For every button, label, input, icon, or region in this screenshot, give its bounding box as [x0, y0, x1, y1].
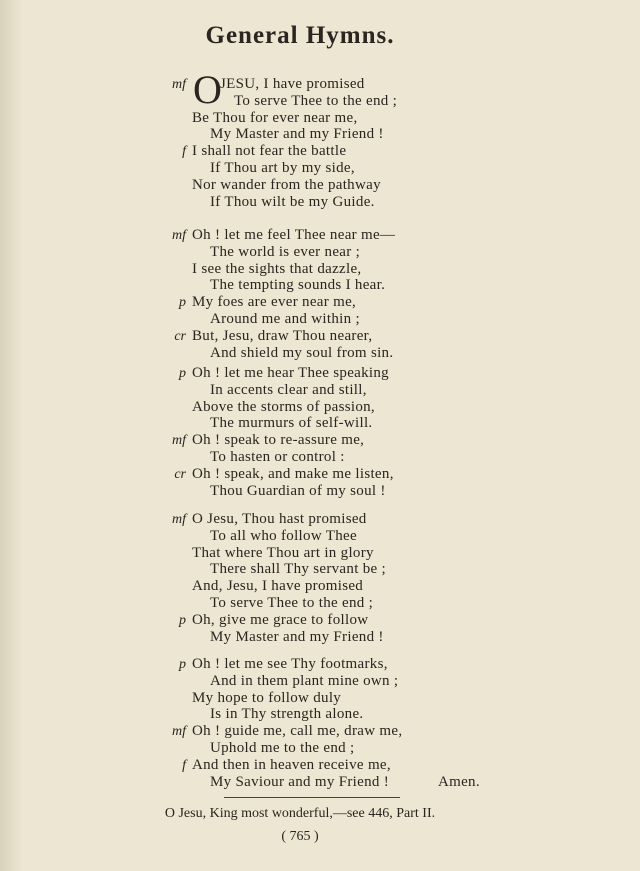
- hymn-line: The murmurs of self-will.: [210, 415, 373, 431]
- hymn-line: My Master and my Friend !: [210, 629, 384, 645]
- hymn-line: Uphold me to the end ;: [210, 740, 355, 756]
- hymn-line: If Thou art by my side,: [210, 160, 355, 176]
- hymn-line: Oh ! let me see Thy footmarks,: [192, 656, 388, 672]
- dynamic-marking: f: [182, 144, 186, 159]
- dynamic-marking: mf: [172, 433, 186, 448]
- hymn-line: The tempting sounds I hear.: [210, 277, 386, 293]
- hymn-line: I see the sights that dazzle,: [192, 261, 362, 277]
- hymn-line: Oh ! guide me, call me, draw me,: [192, 723, 403, 739]
- hymn-line: If Thou wilt be my Guide.: [210, 194, 375, 210]
- hymn-line: My hope to follow duly: [192, 690, 342, 706]
- hymn-line: Oh, give me grace to follow: [192, 612, 369, 628]
- hymn-line: And in them plant mine own ;: [210, 673, 399, 689]
- dynamic-marking: mf: [172, 228, 186, 243]
- hymn-line: Oh ! speak, and make me listen,: [192, 466, 394, 482]
- hymn-line: To serve Thee to the end ;: [234, 93, 398, 109]
- hymn-line: Is in Thy strength alone.: [210, 706, 364, 722]
- dynamic-marking: cr: [174, 329, 186, 344]
- hymn-line: And, Jesu, I have promised: [192, 578, 364, 594]
- hymn-line: And shield my soul from sin.: [210, 345, 394, 361]
- hymn-line: O Jesu, Thou hast promised: [192, 511, 367, 527]
- dynamic-marking: f: [182, 758, 186, 773]
- dynamic-marking: mf: [172, 512, 186, 527]
- dynamic-marking: p: [179, 366, 186, 381]
- hymn-line: Oh ! let me hear Thee speaking: [192, 365, 389, 381]
- hymn-line: And then in heaven receive me,: [192, 757, 391, 773]
- hymn-line: My Master and my Friend !: [210, 126, 384, 142]
- hymn-line: Oh ! speak to re-assure me,: [192, 432, 365, 448]
- hymn-line: To serve Thee to the end ;: [210, 595, 374, 611]
- drop-cap: O: [193, 67, 222, 112]
- hymn-line: But, Jesu, draw Thou nearer,: [192, 328, 373, 344]
- dynamic-marking: p: [179, 657, 186, 672]
- amen: Amen.: [438, 774, 480, 790]
- hymn-line: In accents clear and still,: [210, 382, 367, 398]
- footer-divider: [224, 797, 400, 798]
- hymn-line: Oh ! let me feel Thee near me—: [192, 227, 396, 243]
- hymn-line: The world is ever near ;: [210, 244, 361, 260]
- hymn-line: My Saviour and my Friend !: [210, 774, 390, 790]
- dynamic-marking: p: [179, 295, 186, 310]
- hymn-line: Thou Guardian of my soul !: [210, 483, 386, 499]
- hymn-line: That where Thou art in glory: [192, 545, 374, 561]
- dynamic-marking: mf: [172, 77, 186, 92]
- page-number: ( 765 ): [281, 829, 319, 844]
- hymn-line: Above the storms of passion,: [192, 399, 375, 415]
- hymn-line: JESU, I have promised: [220, 76, 365, 92]
- dynamic-marking: cr: [174, 467, 186, 482]
- page-title: General Hymns.: [205, 22, 395, 49]
- hymn-line: To hasten or control :: [210, 449, 345, 465]
- hymn-line: Nor wander from the pathway: [192, 177, 381, 193]
- dynamic-marking: mf: [172, 724, 186, 739]
- hymn-line: My foes are ever near me,: [192, 294, 357, 310]
- dynamic-marking: p: [179, 613, 186, 628]
- hymn-line: To all who follow Thee: [210, 528, 357, 544]
- hymn-line: There shall Thy servant be ;: [210, 561, 386, 577]
- hymn-line: I shall not fear the battle: [192, 143, 347, 159]
- hymn-line: Around me and within ;: [210, 311, 360, 327]
- hymn-line: Be Thou for ever near me,: [192, 110, 358, 126]
- cross-reference: O Jesu, King most wonderful,—see 446, Part II.: [164, 806, 436, 821]
